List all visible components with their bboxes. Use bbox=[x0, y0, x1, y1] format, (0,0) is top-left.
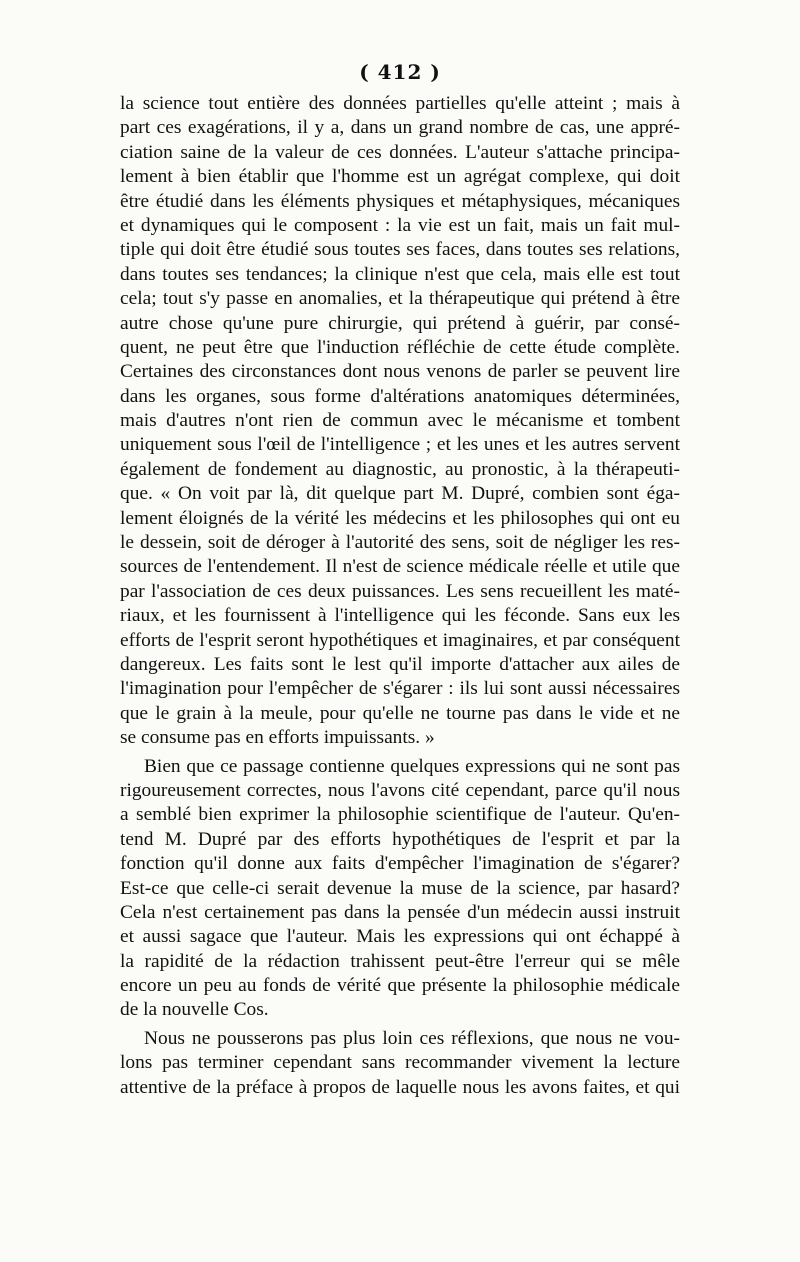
text-line: être étudié dans les éléments physiques et métaphysiques, mécaniques bbox=[120, 190, 680, 212]
body-text bbox=[120, 92, 680, 1100]
text-line: le dessein, soit de déroger à l'autorité des sens, soit de négliger les res- bbox=[120, 532, 680, 554]
text-line: cela; tout s'y passe en anomalies, et la thérapeutique qui prétend à être bbox=[120, 288, 680, 310]
text-line: ciation saine de la valeur de ces données. L'auteur s'attache principa- bbox=[120, 141, 680, 163]
text-line: Nous ne pousserons pas plus loin ces réflexions, que nous ne vou- bbox=[144, 1027, 680, 1049]
text-line: la rapidité de la rédaction trahissent peut-être l'erreur qui se mêle bbox=[120, 950, 680, 972]
text-line: quent, ne peut être que l'induction réfléchie de cette étude complète. bbox=[120, 336, 680, 358]
text-line: l'imagination pour l'empêcher de s'égarer : ils lui sont aussi nécessaires bbox=[120, 678, 680, 700]
text-line: lons pas terminer cependant sans recommander vivement la lecture bbox=[120, 1052, 680, 1074]
text-line: Bien que ce passage contienne quelques expressions qui ne sont pas bbox=[144, 755, 680, 777]
text-line: de la nouvelle Cos. bbox=[120, 999, 269, 1021]
text-line: riaux, et les fournissent à l'intelligence qui les féconde. Sans eux les bbox=[120, 605, 680, 627]
page-number: ( 412 ) bbox=[359, 60, 441, 84]
text-line: que le grain à la meule, pour qu'elle ne tourne pas dans le vide et ne bbox=[120, 702, 680, 724]
text-line: et dynamiques qui le composent : la vie est un fait, mais un fait mul- bbox=[120, 214, 680, 236]
text-line: que. « On voit par là, dit quelque part M. Dupré, combien sont éga- bbox=[120, 483, 680, 505]
text-line: encore un peu au fonds de vérité que présente la philosophie médicale bbox=[120, 975, 680, 997]
text-line: tend M. Dupré par des efforts hypothétiques de l'esprit et par la bbox=[120, 828, 680, 850]
text-line: dans toutes ses tendances; la clinique n'est que cela, mais elle est tout bbox=[120, 263, 680, 285]
text-line: uniquement sous l'œil de l'intelligence ; et les unes et les autres servent bbox=[120, 434, 680, 456]
text-line: fonction qu'il donne aux faits d'empêcher l'imagination de s'égarer? bbox=[120, 853, 680, 875]
text-line: par l'association de ces deux puissances. Les sens recueillent les maté- bbox=[120, 580, 680, 602]
text-line: autre chose qu'une pure chirurgie, qui prétend à guérir, par consé- bbox=[120, 312, 680, 334]
text-line: rigoureusement correctes, nous l'avons cité cependant, parce qu'il nous bbox=[120, 779, 680, 801]
text-line: efforts de l'esprit seront hypothétiques et imaginaires, et par conséquent bbox=[120, 629, 680, 651]
text-line: a semblé bien exprimer la philosophie scientifique de l'auteur. Qu'en- bbox=[120, 804, 680, 826]
text-line: et aussi sagace que l'auteur. Mais les expressions qui ont échappé à bbox=[120, 926, 680, 948]
text-line: lement éloignés de la vérité les médecins et les philosophes qui ont eu bbox=[120, 507, 680, 529]
text-line: attentive de la préface à propos de laquelle nous les avons faites, et qui bbox=[120, 1076, 680, 1098]
text-line: sources de l'entendement. Il n'est de science médicale réelle et utile que bbox=[120, 556, 680, 578]
text-line: dangereux. Les faits sont le lest qu'il importe d'attacher aux ailes de bbox=[120, 653, 680, 675]
text-line: également de fondement au diagnostic, au pronostic, à la thérapeuti- bbox=[120, 458, 680, 480]
text-line: tiple qui doit être étudié sous toutes ses faces, dans toutes ses relations, bbox=[120, 239, 680, 261]
text-line: Est-ce que celle-ci serait devenue la muse de la science, par hasard? bbox=[120, 877, 680, 899]
text-line: Certaines des circonstances dont nous venons de parler se peuvent lire bbox=[120, 361, 680, 383]
text-line: la science tout entière des données partielles qu'elle atteint ; mais à bbox=[120, 93, 680, 114]
text-line: lement à bien établir que l'homme est un agrégat complexe, qui doit bbox=[120, 166, 680, 188]
text-line: dans les organes, sous forme d'altérations anatomiques déterminées, bbox=[120, 385, 680, 407]
text-line: Cela n'est certainement pas dans la pensée d'un médecin aussi instruit bbox=[120, 901, 680, 923]
text-line: part ces exagérations, il y a, dans un grand nombre de cas, une appré- bbox=[120, 117, 680, 139]
text-line: mais d'autres n'ont rien de commun avec le mécanisme et tombent bbox=[120, 410, 680, 432]
text-line: se consume pas en efforts impuissants. » bbox=[120, 727, 435, 749]
